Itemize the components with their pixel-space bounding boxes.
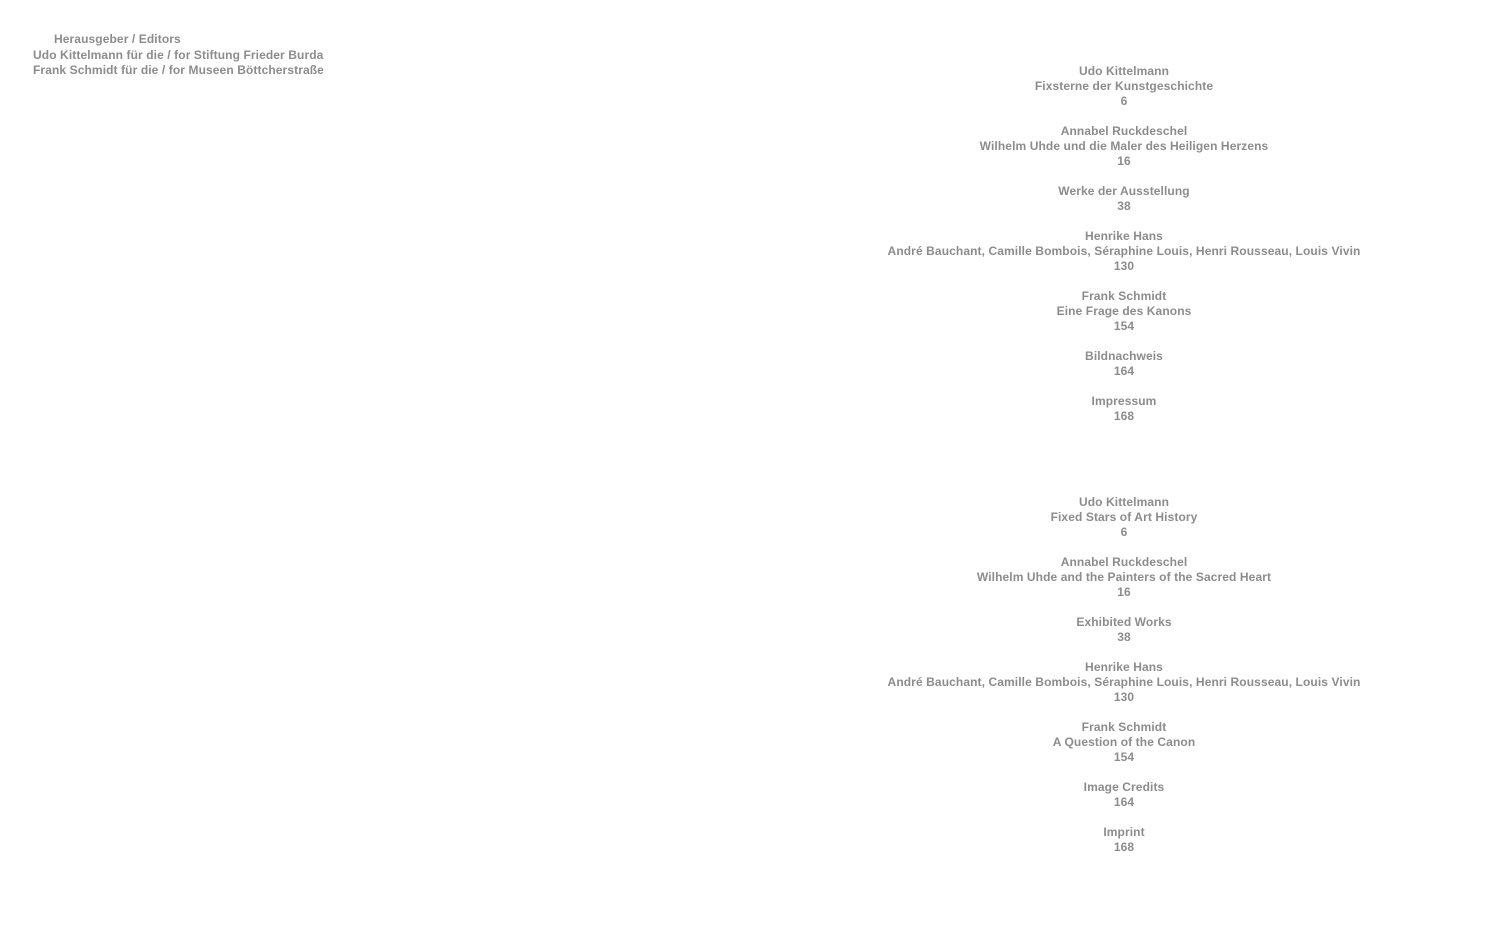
toc-title: Imprint <box>1103 825 1145 839</box>
toc-page-number: 6 <box>1120 525 1128 539</box>
toc-page-number: 168 <box>1113 840 1135 854</box>
toc-entry-werke-der-ausstellung <box>804 184 1444 214</box>
toc-page-number: 168 <box>1113 409 1135 423</box>
toc-entry-hans-en <box>804 660 1444 705</box>
toc-author: Annabel Ruckdeschel <box>1060 555 1188 569</box>
toc-title: A Question of the Canon <box>1052 735 1196 749</box>
toc-author: Udo Kittelmann <box>1078 64 1170 78</box>
toc-page-number: 154 <box>1113 750 1135 764</box>
toc-title: Exhibited Works <box>1076 615 1172 629</box>
toc-entry-ruckdeschel-en <box>804 555 1444 600</box>
toc-entry-impressum <box>804 394 1444 424</box>
toc-page-number: 130 <box>1113 259 1135 273</box>
toc-title: Impressum <box>1091 394 1157 408</box>
toc-author: Annabel Ruckdeschel <box>1060 124 1188 138</box>
toc-title: Werke der Ausstellung <box>1058 184 1190 198</box>
toc-entry-image-credits <box>804 780 1444 810</box>
toc-title: Bildnachweis <box>1085 349 1163 363</box>
toc-entry-ruckdeschel-de <box>804 124 1444 169</box>
toc-entry-kittelmann-en <box>804 495 1444 540</box>
toc-title: Eine Frage des Kanons <box>1056 304 1192 318</box>
table-of-contents <box>804 64 1444 870</box>
toc-page-number: 38 <box>1117 199 1131 213</box>
toc-page-number: 154 <box>1113 319 1135 333</box>
toc-entry-schmidt-de <box>804 289 1444 334</box>
toc-page-number: 130 <box>1113 690 1135 704</box>
toc-title: Image Credits <box>1083 780 1165 794</box>
toc-title: Fixed Stars of Art History <box>1050 510 1198 524</box>
toc-section-german <box>804 64 1444 424</box>
editor-line-museen-boettcherstrasse: Frank Schmidt für die / for Museen Böttcherstraße <box>33 63 324 77</box>
toc-title: Wilhelm Uhde und die Maler des Heiligen Herzens <box>979 139 1269 153</box>
editor-line-stiftung-frieder-burda: Udo Kittelmann für die / for Stiftung Frieder Burda <box>33 47 324 62</box>
editors-block <box>33 32 324 79</box>
editors-heading: Herausgeber / Editors <box>54 32 181 46</box>
toc-entry-hans-de <box>804 229 1444 274</box>
toc-page-number: 16 <box>1117 154 1131 168</box>
toc-title: Fixsterne der Kunstgeschichte <box>1034 79 1214 93</box>
toc-author: Udo Kittelmann <box>1078 495 1170 509</box>
toc-entry-imprint <box>804 825 1444 855</box>
toc-page-number: 164 <box>1113 795 1135 809</box>
toc-entry-kittelmann-de <box>804 64 1444 109</box>
toc-entry-exhibited-works <box>804 615 1444 645</box>
toc-author: Henrike Hans <box>1085 229 1163 243</box>
toc-title: Wilhelm Uhde and the Painters of the Sacred Heart <box>976 570 1272 584</box>
toc-author: Frank Schmidt <box>1081 289 1167 303</box>
toc-author: Henrike Hans <box>1085 660 1163 674</box>
toc-section-english <box>804 439 1444 855</box>
toc-entry-bildnachweis <box>804 349 1444 379</box>
toc-entry-schmidt-en <box>804 720 1444 765</box>
toc-page-number: 6 <box>1120 94 1128 108</box>
toc-title: André Bauchant, Camille Bombois, Séraphine Louis, Henri Rousseau, Louis Vivin <box>887 244 1361 258</box>
toc-page-number: 38 <box>1117 630 1131 644</box>
toc-title: André Bauchant, Camille Bombois, Séraphine Louis, Henri Rousseau, Louis Vivin <box>887 675 1361 689</box>
toc-page-number: 16 <box>1117 585 1131 599</box>
toc-author: Frank Schmidt <box>1081 720 1167 734</box>
toc-page-number: 164 <box>1113 364 1135 378</box>
